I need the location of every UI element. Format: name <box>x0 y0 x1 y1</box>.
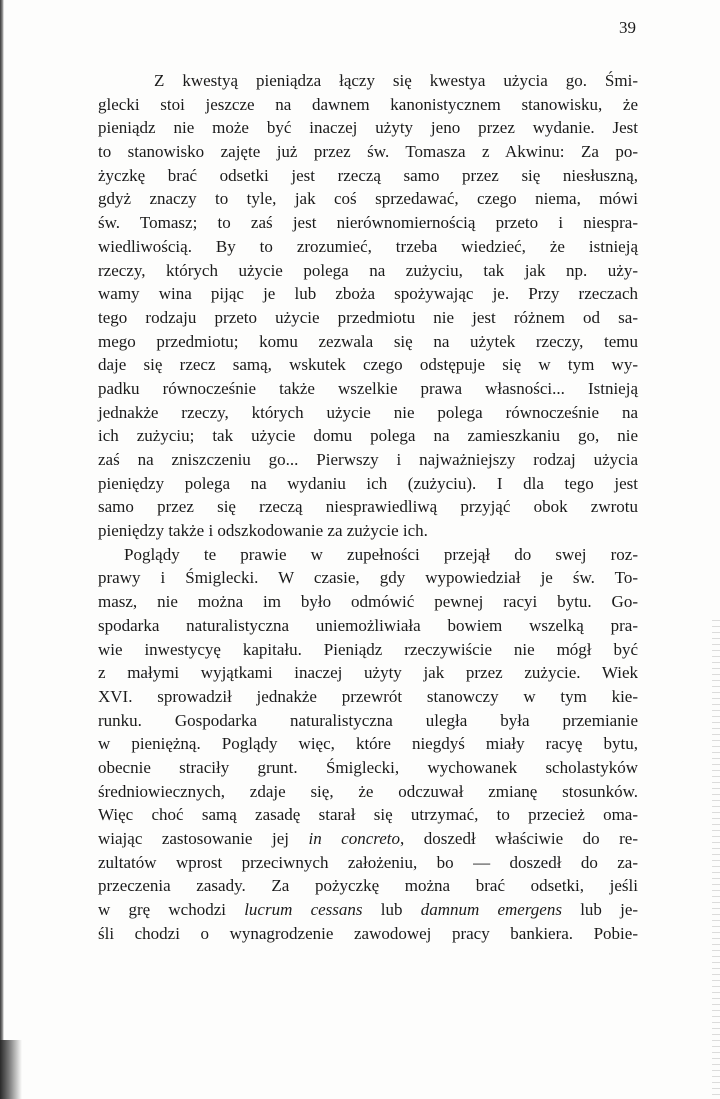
text-run: , doszedł właściwie do re- <box>400 829 638 848</box>
text-line: mego przedmiotu; komu zezwala się na użytek rzeczy, temu <box>98 331 638 351</box>
scan-left-edge <box>0 0 4 1099</box>
text-line: XVI. sprowadził jednakże przewrót stanowczy w tym kie- <box>98 686 638 706</box>
text-line: to stanowisko zajęte już przez św. Tomasza z Akwinu: Za po- <box>98 142 638 162</box>
text-line: jednakże rzeczy, których użycie nie polega równocześnie na <box>98 402 638 422</box>
text-line: ich zużyciu; tak użycie domu polega na zamieszkaniu go, nie <box>98 426 638 446</box>
text-line: runku. Gospodarka naturalistyczna uległa była przemianie <box>98 710 638 730</box>
text-run: lub <box>380 900 403 920</box>
text-line: zultatów wprost przeciwnych założeniu, bo — doszedł do za- <box>98 852 638 872</box>
text-line: wie inwestycyę kapitału. Pieniądz rzeczywiście nie mógł być <box>98 639 638 659</box>
italic-term: lucrum cessans <box>244 900 363 920</box>
text-line: daje się rzecz samą, wskutek czego odstępuje się w tym wy- <box>98 355 638 375</box>
text-run: w grę wchodzi <box>98 900 226 920</box>
text-line: śli chodzi o wynagrodzenie zawodowej pracy bankiera. Pobie- <box>98 923 638 943</box>
text-line: pieniądz nie może być inaczej użyty jeno przez wydanie. Jest <box>98 118 638 138</box>
text-line: wamy wina pijąc je lub zboża spożywając je. Przy rzeczach <box>98 284 638 304</box>
text-line: obecnie straciły grunt. Śmiglecki, wychowanek scholastyków <box>98 757 638 777</box>
text-line: pieniędzy polega na wydaniu ich (zużyciu). I dla tego jest <box>98 473 638 493</box>
text-line: średniowiecznych, zdaje się, że odczuwał zmianę stosunków. <box>98 781 638 801</box>
scan-left-edge-shadow <box>0 1040 22 1099</box>
text-line: z małymi wyjątkami inaczej użyty jak przez zużycie. Wiek <box>98 663 638 683</box>
text-line: rzeczy, których użycie polega na zużyciu, tak jak np. uży- <box>98 260 638 280</box>
text-line: w pieniężną. Poglądy więc, które niegdyś miały racyę bytu, <box>98 734 638 754</box>
text-line: padku równocześnie także wszelkie prawa własności... Istnieją <box>98 378 638 398</box>
text-line: przeczenia zasady. Za pożyczkę można brać odsetki, jeśli <box>98 876 638 896</box>
text-line: gdyż znaczy to tyle, jak coś sprzedawać, czego niema, mówi <box>98 189 638 209</box>
scan-right-edge-noise <box>712 620 720 1099</box>
text-run: wiając zastosowanie jej <box>98 829 289 848</box>
text-line <box>98 898 638 922</box>
text-line: glecki stoi jeszcze na dawnem kanonistycznem stanowisku, że <box>98 94 638 114</box>
text-line: Z kwestyą pieniądza łączy się kwestya użycia go. Śmi- <box>154 71 638 90</box>
text-line <box>98 827 638 851</box>
text-line: św. Tomasz; to zaś jest nierównomiernością przeto i niespra- <box>98 213 638 233</box>
body-text <box>98 69 638 945</box>
text-line: masz, nie można im było odmówić pewnej racyi bytu. Go- <box>98 592 638 612</box>
italic-term: damnum emergens <box>420 900 562 920</box>
text-line: życzkę brać odsetki jest rzeczą samo przez się niesłuszną, <box>98 165 638 185</box>
italic-term: in concreto <box>308 829 401 848</box>
text-run: lub je- <box>580 900 639 920</box>
text-line: wiedliwością. By to zrozumieć, trzeba wiedzieć, że istnieją <box>98 236 638 256</box>
text-line: samo przez się rzeczą niesprawiedliwą przyjąć obok zwrotu <box>98 497 638 517</box>
text-line: zaś na zniszczeniu go... Pierwszy i najważniejszy rodzaj użycia <box>98 450 638 469</box>
text-line: pieniędzy także i odszkodowanie za zużycie ich. <box>98 521 428 541</box>
text-line: tego rodzaju przeto użycie przedmiotu nie jest różnem od sa- <box>98 307 638 327</box>
page-number: 39 <box>619 18 636 37</box>
text-line: spodarka naturalistyczna uniemożliwiała bowiem wszelką pra- <box>98 615 638 635</box>
text-line: Poglądy te prawie w zupełności przejął do swej roz- <box>124 544 638 564</box>
text-line: prawy i Śmiglecki. W czasie, gdy wypowiedział je św. To- <box>98 568 638 588</box>
text-line: Więc choć samą zasadę starał się utrzymać, to przecież oma- <box>98 805 638 825</box>
